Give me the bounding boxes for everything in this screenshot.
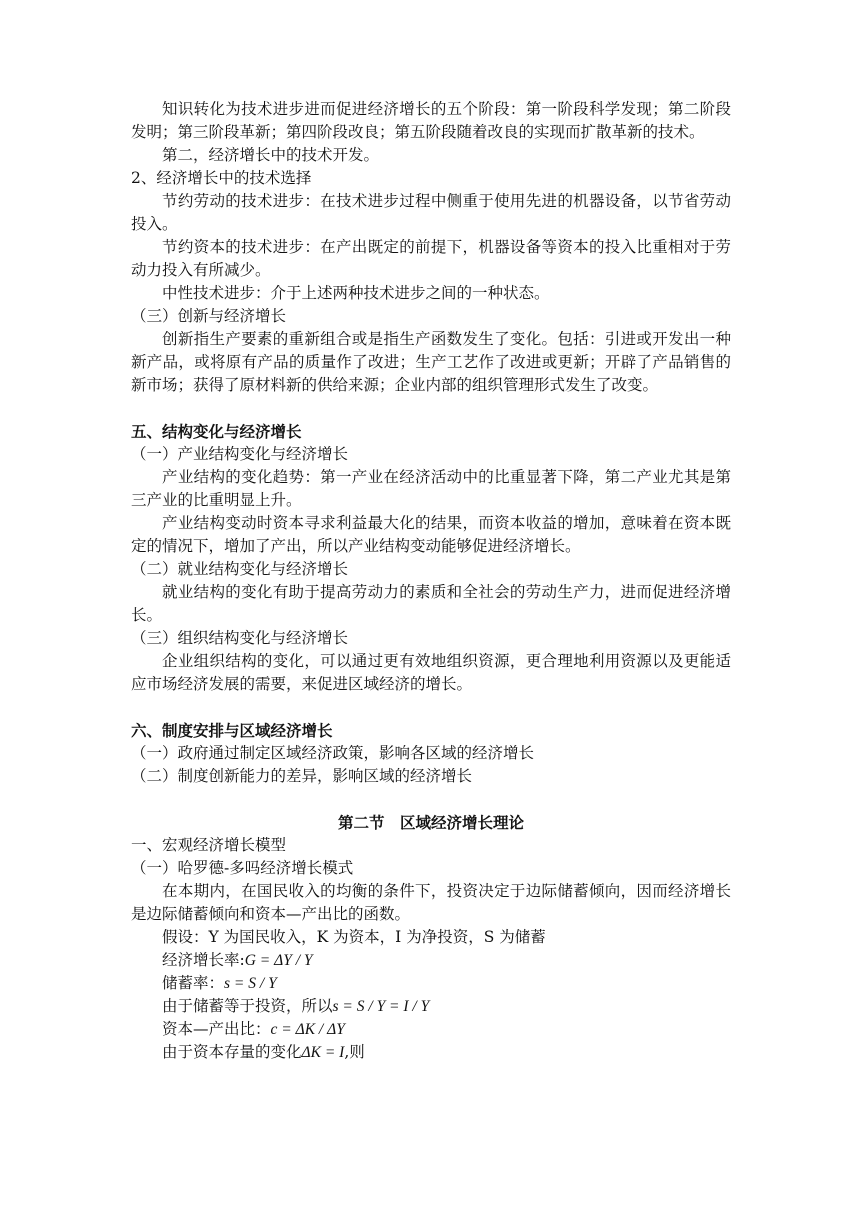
paragraph: 企业组织结构的变化，可以通过更有效地组织资源，更合理地利用资源以及更能适应市场经济发展的需要，来促进区域经济的增长。 [131, 652, 731, 693]
paragraph-gap [131, 397, 731, 420]
formula-label: 储蓄率： [162, 974, 225, 992]
paragraph: 节约劳动的技术进步：在技术进步过程中侧重于使用先进的机器设备，以节省劳动投入。 [131, 192, 731, 233]
paragraph: 节约资本的技术进步：在产出既定的前提下，机器设备等资本的投入比重相对于劳动力投入有所减少。 [131, 238, 731, 279]
subheading: 2、经济增长中的技术选择 [131, 169, 312, 187]
paragraph-gap [131, 696, 731, 719]
subheading: （三）创新与经济增长 [131, 307, 287, 325]
formula-line [131, 972, 731, 995]
subheading: （一）哈罗德-多吗经济增长模式 [131, 859, 354, 877]
subheading: （一）产业结构变化与经济增长 [131, 445, 349, 463]
formula: s = S / Y [224, 975, 277, 992]
formula: c = ΔK / ΔY [270, 1021, 345, 1038]
paragraph: 创新指生产要素的重新组合或是指生产函数发生了变化。包括：引进或开发出一种新产品，或将原有产品的质量作了改进；生产工艺作了改进或更新；开辟了产品销售的新市场；获得了原材料新的供给来源；企业内部的组织管理形式发生了改变。 [131, 330, 731, 394]
document-page [131, 98, 731, 1064]
formula-label: 由于资本存量的变化 [162, 1043, 302, 1061]
paragraph: 中性技术进步：介于上述两种技术进步之间的一种状态。 [162, 284, 550, 302]
subheading: （二）就业结构变化与经济增长 [131, 560, 349, 578]
formula-line [131, 1018, 731, 1041]
formula-label: 资本—产出比： [162, 1020, 271, 1038]
paragraph: 知识转化为技术进步进而促进经济增长的五个阶段：第一阶段科学发现；第二阶段发明；第三阶段革新；第四阶段改良；第五阶段随着改良的实现而扩散革新的技术。 [131, 100, 731, 141]
paragraph: 第二，经济增长中的技术开发。 [162, 146, 380, 164]
subheading: （一）政府通过制定区域经济政策，影响各区域的经济增长 [131, 744, 535, 762]
subheading: 一、宏观经济增长模型 [131, 836, 287, 854]
formula: G = ΔY / Y [244, 952, 313, 969]
formula-label: 由于储蓄等于投资，所以 [162, 997, 333, 1015]
subheading: （三）组织结构变化与经济增长 [131, 629, 349, 647]
formula-line [131, 1041, 731, 1064]
paragraph: 在本期内，在国民收入的均衡的条件下，投资决定于边际储蓄倾向，因而经济增长是边际储蓄倾向和资本—产出比的函数。 [131, 882, 731, 923]
formula-line [131, 995, 731, 1018]
formula: s = S / Y = I / Y [332, 998, 430, 1015]
paragraph: 就业结构的变化有助于提高劳动力的素质和全社会的劳动生产力，进而促进经济增长。 [131, 583, 731, 624]
chapter-section-title: 第二节 区域经济增长理论 [337, 813, 524, 832]
formula-label: 经济增长率: [162, 951, 245, 969]
paragraph: 产业结构变动时资本寻求利益最大化的结果，而资本收益的增加，意味着在资本既定的情况下，增加了产出，所以产业结构变动能够促进经济增长。 [131, 514, 731, 555]
formula-line [131, 949, 731, 972]
formula: ΔK = I [301, 1044, 345, 1061]
section-heading: 六、制度安排与区域经济增长 [131, 721, 333, 740]
paragraph: 产业结构的变化趋势：第一产业在经济活动中的比重显著下降，第二产业尤其是第三产业的比重明显上升。 [131, 468, 731, 509]
section-heading: 五、结构变化与经济增长 [131, 422, 302, 441]
subheading: （二）制度创新能力的差异，影响区域的经济增长 [131, 767, 473, 785]
paragraph: 假设：Y 为国民收入，K 为资本，I 为净投资，S 为储蓄 [162, 928, 546, 946]
paragraph-gap [131, 788, 731, 811]
formula-suffix: ,则 [344, 1043, 365, 1061]
